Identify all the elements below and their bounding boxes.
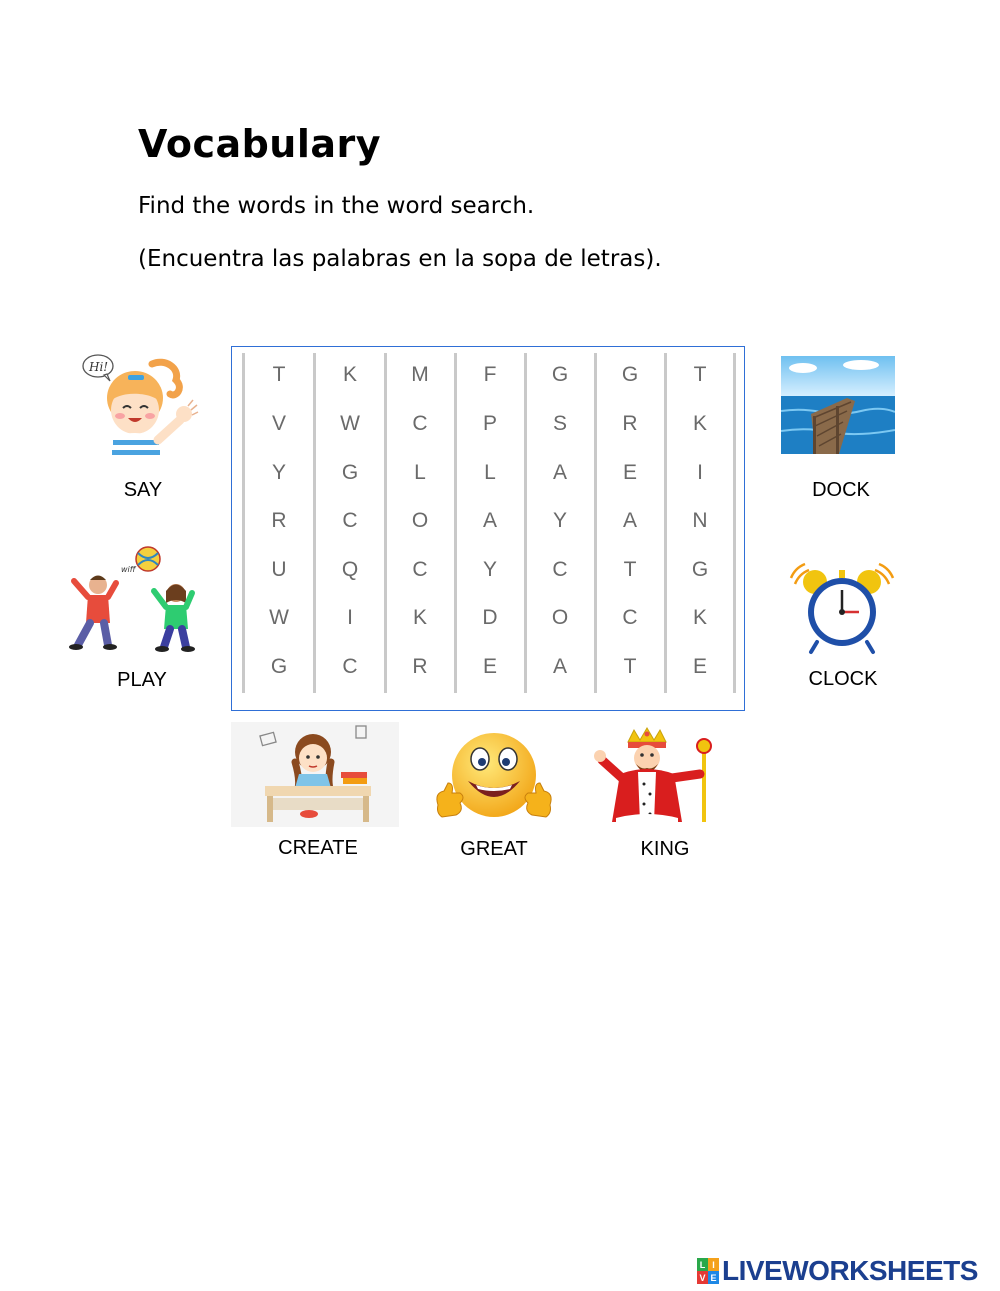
grid-letter: N xyxy=(692,508,708,532)
grid-letter: C xyxy=(412,411,428,435)
grid-letter: C xyxy=(622,605,638,629)
grid-letter: O xyxy=(551,605,569,629)
grid-letter: R xyxy=(271,508,287,532)
logo-badge-icon xyxy=(697,1258,719,1284)
grid-letter: K xyxy=(342,362,357,386)
grid-letter: A xyxy=(552,460,567,484)
grid-letter: P xyxy=(482,411,497,435)
great-picture xyxy=(430,727,558,827)
clock-label: CLOCK xyxy=(808,668,878,690)
grid-letter: E xyxy=(622,460,637,484)
grid-letter: L xyxy=(414,460,426,484)
grid-letter: G xyxy=(270,654,288,678)
grid-letter: T xyxy=(272,362,286,386)
grid-letter: T xyxy=(623,654,637,678)
grid-letter: I xyxy=(697,460,703,484)
king-label: KING xyxy=(640,838,690,860)
grid-letter: C xyxy=(412,557,428,581)
grid-letter: K xyxy=(692,411,707,435)
grid-letter: M xyxy=(411,362,429,386)
grid-letter: D xyxy=(482,605,498,629)
grid-letter: Y xyxy=(552,508,567,532)
sound-text: wiff xyxy=(121,565,136,574)
grid-letter: Q xyxy=(341,557,359,581)
grid-letter: C xyxy=(552,557,568,581)
grid-letter: V xyxy=(271,411,286,435)
grid-letter: T xyxy=(623,557,637,581)
instruction-english: Find the words in the word search. xyxy=(138,193,535,219)
grid-letter: A xyxy=(622,508,637,532)
instruction-spanish: (Encuentra las palabras en la sopa de letras). xyxy=(138,246,662,272)
grid-letter: A xyxy=(482,508,497,532)
grid-letter: Y xyxy=(271,460,286,484)
badge-letter: I xyxy=(708,1258,719,1271)
grid-letter: U xyxy=(271,557,287,581)
page-title: Vocabulary xyxy=(138,122,382,166)
word-search-grid xyxy=(231,346,745,711)
grid-letter: K xyxy=(692,605,707,629)
grid-letter: G xyxy=(551,362,569,386)
grid-letter: G xyxy=(691,557,709,581)
grid-letter: G xyxy=(621,362,639,386)
liveworksheets-logo xyxy=(697,1256,978,1286)
create-picture xyxy=(231,722,399,827)
grid-letter: T xyxy=(693,362,707,386)
logo-text: LIVEWORKSHEETS xyxy=(722,1255,978,1286)
grid-letter: Y xyxy=(482,557,497,581)
grid-letter: S xyxy=(552,411,567,435)
play-label: PLAY xyxy=(117,669,167,691)
grid-letter: F xyxy=(483,362,497,386)
great-label: GREAT xyxy=(460,838,528,860)
badge-letter: E xyxy=(708,1271,719,1284)
grid-letter: W xyxy=(269,605,289,629)
speech-bubble-text: Hi! xyxy=(89,360,109,374)
dock-label: DOCK xyxy=(812,479,870,501)
grid-letter: L xyxy=(484,460,496,484)
clock-picture xyxy=(785,560,900,655)
grid-letter: C xyxy=(342,508,358,532)
say-picture xyxy=(80,350,205,465)
dock-picture xyxy=(781,356,895,454)
grid-letter: O xyxy=(411,508,429,532)
grid-letter: I xyxy=(347,605,353,629)
play-picture xyxy=(68,545,203,655)
create-label: CREATE xyxy=(278,837,358,859)
grid-letter: E xyxy=(482,654,497,678)
grid-letter: R xyxy=(412,654,428,678)
badge-letter: V xyxy=(697,1271,708,1284)
grid-letter: E xyxy=(692,654,707,678)
badge-letter: L xyxy=(697,1258,708,1271)
grid-letter: C xyxy=(342,654,358,678)
say-label: SAY xyxy=(123,479,163,501)
grid-letter: W xyxy=(340,411,360,435)
grid-letter: G xyxy=(341,460,359,484)
grid-letter: R xyxy=(622,411,638,435)
grid-letter: A xyxy=(552,654,567,678)
grid-letter: K xyxy=(412,605,427,629)
king-picture xyxy=(592,724,726,826)
